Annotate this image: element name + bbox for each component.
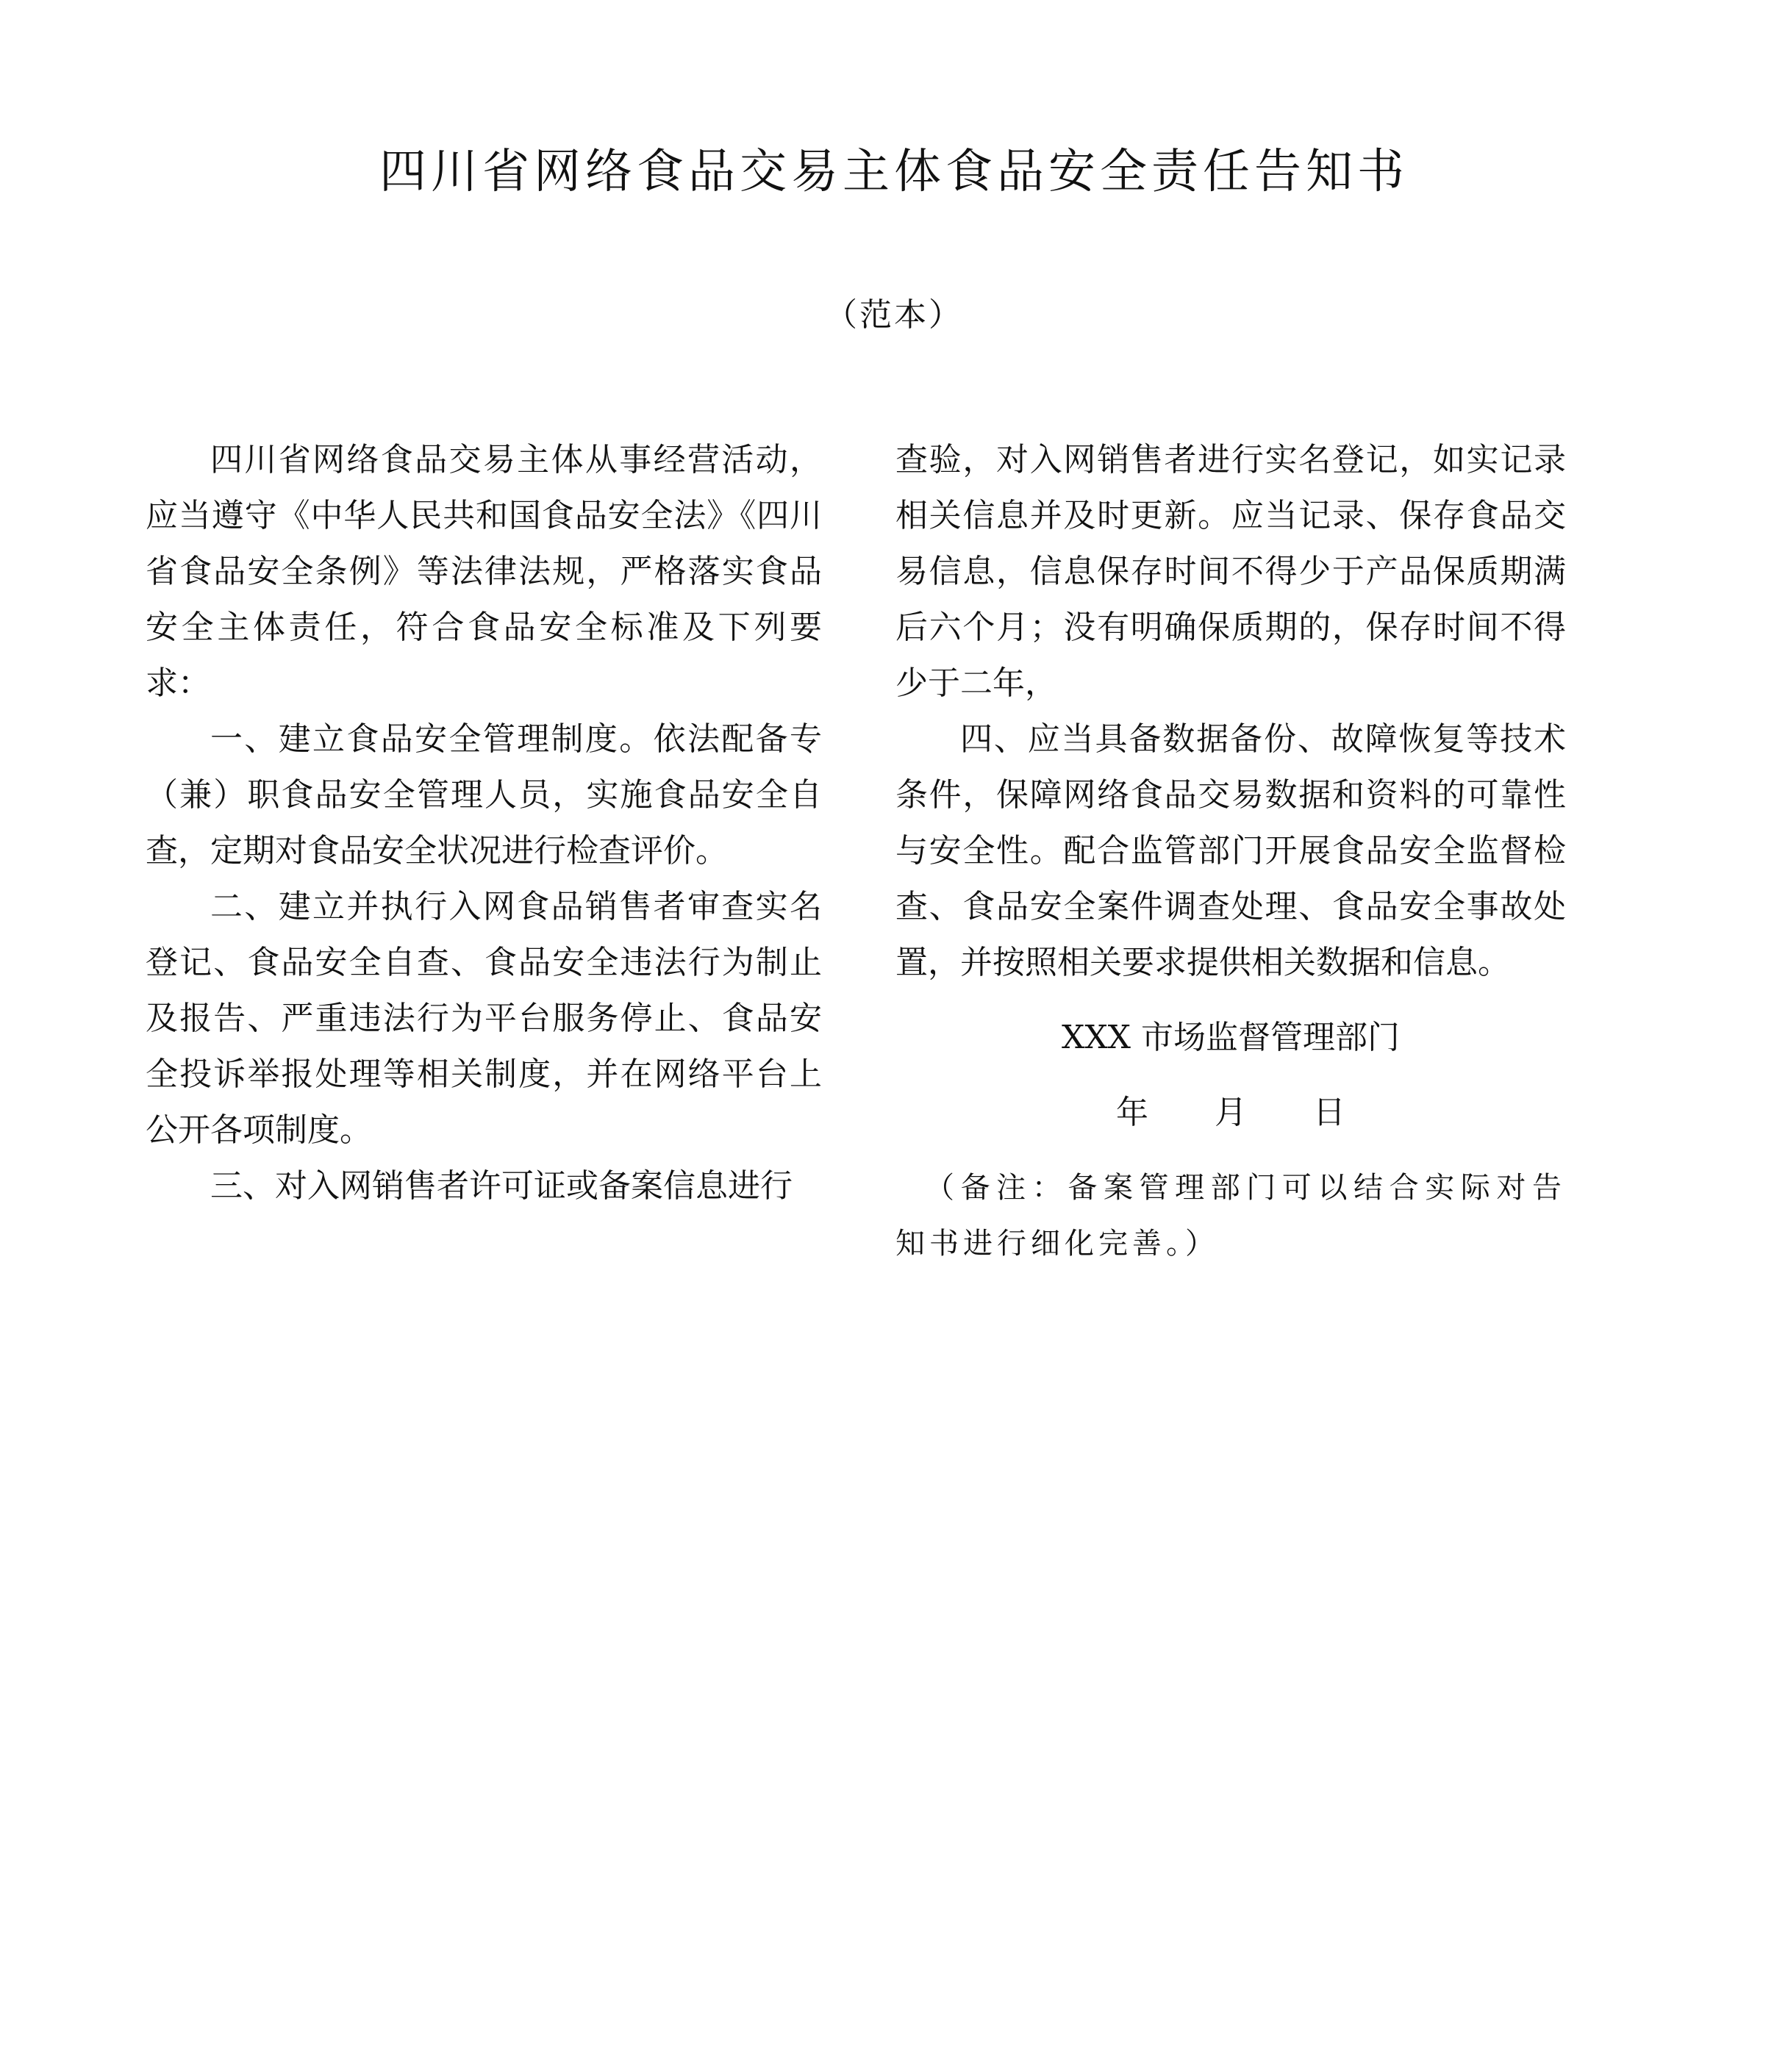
issuing-authority: XXX 市场监督管理部门 — [1062, 1019, 1400, 1056]
remark-note: （备注：备案管理部门可以结合实际对告知书进行细化完善。） — [895, 1171, 1566, 1261]
date-year-label: 年 — [1116, 1094, 1148, 1131]
item-one-paragraph: 一、建立食品安全管理制度。依法配备专（兼）职食品安全管理人员，实施食品安全自查，定期对食品安全状况进行检查评价。 — [146, 720, 822, 870]
item-three-paragraph-continued: 查验，对入网销售者进行实名登记，如实记录相关信息并及时更新。应当记录、保存食品交易信息，信息保存时间不得少于产品保质期满后六个月；没有明确保质期的，保存时间不得少于二年， — [895, 441, 1566, 702]
document-subtitle: （范本） — [825, 296, 963, 334]
right-column — [895, 432, 1566, 1272]
date-day-label: 日 — [1313, 1094, 1345, 1131]
item-two-paragraph: 二、建立并执行入网食品销售者审查实名登记、食品安全自查、食品安全违法行为制止及报告、严重违法行为平台服务停止、食品安全投诉举报处理等相关制度，并在网络平台上公开各项制度。 — [146, 888, 822, 1149]
document-title: 四川省网络食品交易主体食品安全责任告知书 — [379, 145, 1409, 199]
item-three-paragraph-start: 三、对入网销售者许可证或备案信息进行 — [210, 1167, 793, 1205]
signature-date — [895, 1085, 1566, 1141]
item-four-paragraph: 四、应当具备数据备份、故障恢复等技术条件，保障网络食品交易数据和资料的可靠性与安全性。配合监管部门开展食品安全监督检查、食品安全案件调查处理、食品安全事故处置，并按照相关要求提供相关数据和信息。 — [895, 720, 1566, 981]
intro-paragraph: 四川省网络食品交易主体从事经营活动，应当遵守《中华人民共和国食品安全法》《四川省食品安全条例》等法律法规，严格落实食品安全主体责任，符合食品安全标准及下列要求： — [146, 441, 822, 702]
date-month-label: 月 — [1215, 1094, 1247, 1131]
left-column — [146, 432, 822, 1214]
